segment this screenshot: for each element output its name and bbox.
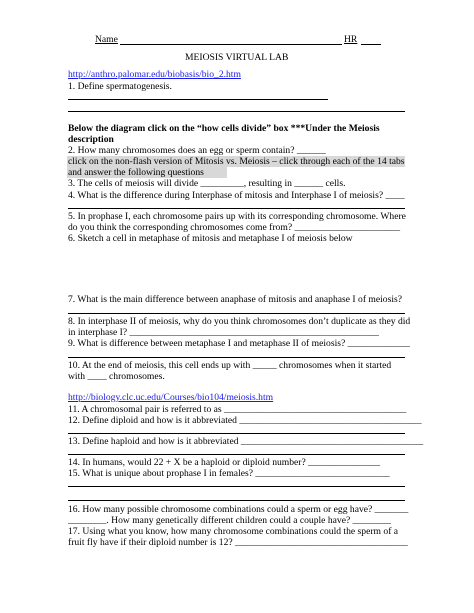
question-11: 11. A chromosomal pair is referred to as ______________________________________: [68, 404, 407, 415]
answer-line[interactable]: [68, 454, 405, 455]
hr-blank-line[interactable]: [361, 44, 381, 45]
question-12: 12. Define diploid and how is it abbreviated ______________________________________: [68, 415, 422, 426]
name-blank-line[interactable]: [120, 44, 342, 45]
question-17-line-1: 17. Using what you know, how many chromosome combinations could the sperm of a: [68, 526, 399, 537]
question-10-line-2: with ____ chromosomes.: [68, 371, 165, 382]
palomar-link[interactable]: http://anthro.palomar.edu/biobasis/bio_2.htm: [68, 69, 241, 80]
instruction-line-1: Below the diagram click on the “how cells divide” box ***Under the Meiosis: [68, 123, 380, 134]
question-1: 1. Define spermatogenesis.: [68, 81, 172, 92]
question-6: 6. Sketch a cell in metaphase of mitosis and metaphase I of meiosis below: [68, 233, 353, 244]
answer-line[interactable]: [68, 433, 405, 434]
question-16-line-2: ________. How many genetically different children could a couple have? ________: [68, 515, 391, 526]
question-8-line-2: in interphase I? ____________________________________________________: [68, 327, 379, 338]
answer-line[interactable]: [68, 357, 405, 358]
question-10-line-1: 10. At the end of meiosis, this cell ends up with _____ chromosomes when it started: [68, 360, 392, 371]
question-2: 2. How many chromosomes does an egg or sperm contain? ______: [68, 145, 326, 156]
question-3: 3. The cells of meiosis will divide _________, resulting in ______ cells.: [68, 178, 346, 189]
question-5-line-2: do you think the corresponding chromosomes come from? ______________________: [68, 222, 401, 233]
question-8-line-1: 8. In interphase II of meiosis, why do you think chromosomes don’t duplicate as they did: [68, 316, 411, 327]
highlight-instruction-2: and answer the following questions: [68, 167, 204, 178]
question-7: 7. What is the main difference between anaphase of mitosis and anaphase I of meiosis?: [68, 294, 402, 305]
name-label: Name: [95, 34, 118, 45]
question-5-line-1: 5. In prophase I, each chromosome pairs up with its corresponding chromosome. Where: [68, 211, 406, 222]
question-9: 9. What is difference between metaphase I and metaphase II of meiosis? _____________: [68, 338, 410, 349]
answer-line[interactable]: [68, 500, 405, 501]
answer-line[interactable]: [68, 99, 328, 100]
question-17-line-2: fruit fly have if their diploid number is 12? ____________________________________: [68, 537, 408, 548]
answer-line[interactable]: [68, 208, 405, 209]
highlight-instruction-1: click on the non-flash version of Mitosis vs. Meiosis – click through each of the 14 tabs: [68, 156, 405, 167]
question-4: 4. What is the difference during Interphase of mitosis and Interphase I of meiosis? ____: [68, 190, 405, 201]
clc-link[interactable]: http://biology.clc.uc.edu/Courses/bio104/meiosis.htm: [68, 392, 274, 403]
answer-line[interactable]: [68, 486, 405, 487]
instruction-line-2: description: [68, 134, 114, 145]
question-13: 13. Define haploid and how is it abbreviated ______________________________________: [68, 436, 424, 447]
page-title: MEIOSIS VIRTUAL LAB: [185, 52, 289, 63]
answer-line[interactable]: [68, 313, 405, 314]
answer-line[interactable]: [68, 111, 405, 112]
question-16-line-1: 16. How many possible chromosome combinations could a sperm or egg have? _______: [68, 504, 409, 515]
hr-label: HR: [344, 34, 358, 45]
question-15: 15. What is unique about prophase I in females? ____________________________: [68, 468, 390, 479]
question-14: 14. In humans, would 22 + X be a haploid or diploid number? _______________: [68, 457, 381, 468]
